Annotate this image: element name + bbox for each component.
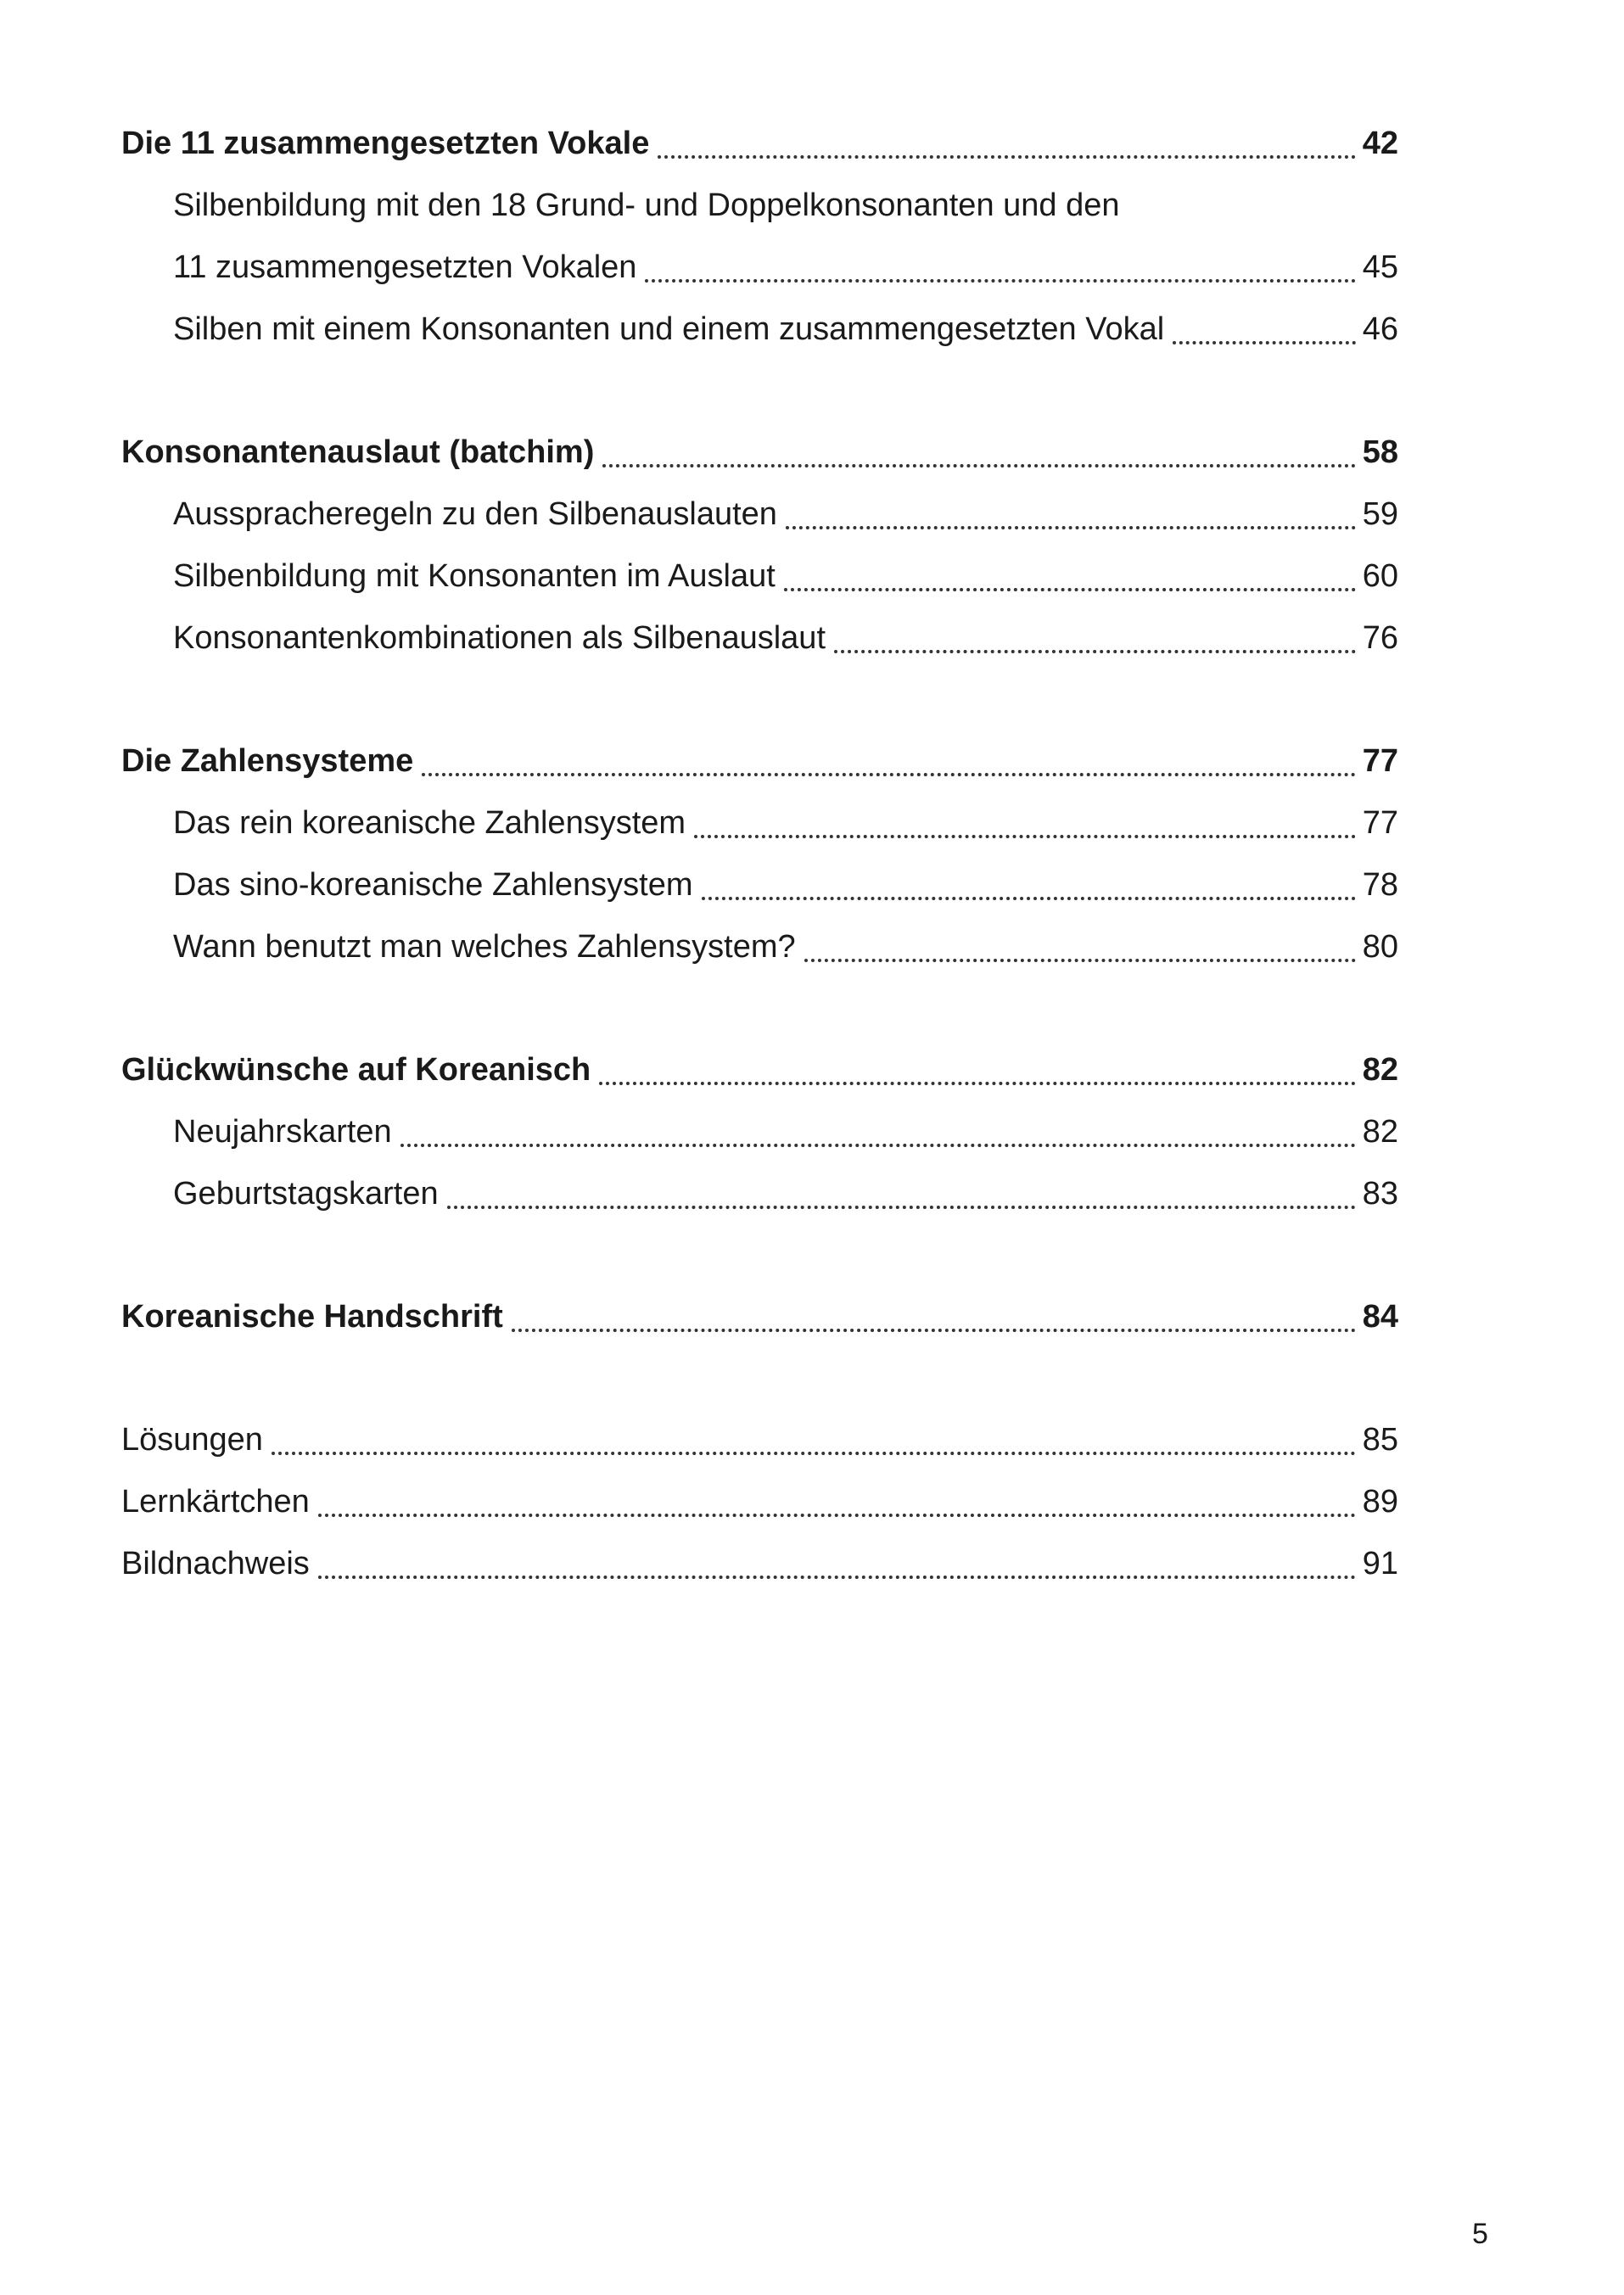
dot-leader xyxy=(400,1144,1356,1147)
toc-item-title: Lösungen xyxy=(121,1422,263,1458)
toc-page-number: 46 xyxy=(1362,311,1398,347)
toc-section-compound-vowels xyxy=(121,113,1398,175)
section-spacer xyxy=(121,1225,1398,1286)
toc-item xyxy=(121,792,1398,854)
toc-section-title: Koreanische Handschrift xyxy=(121,1299,503,1335)
dot-leader xyxy=(804,959,1356,962)
dot-leader xyxy=(599,1082,1355,1085)
toc-page-number: 82 xyxy=(1362,1114,1398,1150)
toc-item xyxy=(121,299,1398,361)
section-spacer xyxy=(121,361,1398,422)
toc-item-title: Lernkärtchen xyxy=(121,1484,310,1520)
toc-item-title: Ausspracheregeln zu den Silbenauslauten xyxy=(173,496,777,532)
toc-page-number: 58 xyxy=(1362,434,1398,470)
toc-section-title: Konsonantenauslaut (batchim) xyxy=(121,434,595,470)
section-spacer xyxy=(121,1348,1398,1409)
toc-page-number: 42 xyxy=(1362,126,1398,161)
dot-leader xyxy=(602,464,1355,467)
toc-appendix-item xyxy=(121,1471,1398,1533)
toc-item-title: Geburtstagskarten xyxy=(173,1176,439,1212)
toc-item xyxy=(121,916,1398,978)
page-number-folio: 5 xyxy=(1472,2218,1488,2250)
toc-page-number: 84 xyxy=(1362,1299,1398,1335)
section-spacer xyxy=(121,669,1398,730)
toc-page-number: 45 xyxy=(1362,249,1398,285)
toc-page-number: 77 xyxy=(1362,743,1398,779)
toc-item xyxy=(121,546,1398,607)
toc-page-number: 78 xyxy=(1362,867,1398,903)
dot-leader xyxy=(318,1514,1356,1517)
toc-item-title: Konsonantenkombinationen als Silbenauslaut xyxy=(173,620,826,656)
dot-leader xyxy=(694,835,1356,838)
toc-item xyxy=(121,854,1398,916)
dot-leader xyxy=(272,1452,1356,1455)
toc-item-title: Bildnachweis xyxy=(121,1546,310,1581)
dot-leader xyxy=(447,1206,1356,1209)
dot-leader xyxy=(834,650,1356,653)
toc-page-number: 83 xyxy=(1362,1176,1398,1212)
toc-item-title: Silbenbildung mit den 18 Grund- und Doppelkonsonanten und den xyxy=(173,188,1120,223)
dot-leader xyxy=(658,155,1355,159)
toc-section-number-systems xyxy=(121,730,1398,792)
toc-page-number: 82 xyxy=(1362,1052,1398,1088)
toc-item xyxy=(121,1101,1398,1163)
toc-page-number: 60 xyxy=(1362,558,1398,594)
dot-leader xyxy=(786,526,1356,529)
toc-appendix-item xyxy=(121,1409,1398,1471)
toc-item-title: Das sino-koreanische Zahlensystem xyxy=(173,867,693,903)
toc-item xyxy=(121,237,1398,299)
dot-leader xyxy=(422,773,1355,776)
dot-leader xyxy=(784,588,1356,591)
toc-item-title: Das rein koreanische Zahlensystem xyxy=(173,805,686,841)
table-of-contents xyxy=(121,113,1398,1595)
toc-section-title: Die Zahlensysteme xyxy=(121,743,414,779)
toc-section-handwriting xyxy=(121,1286,1398,1348)
toc-page-number: 59 xyxy=(1362,496,1398,532)
toc-section-batchim xyxy=(121,422,1398,484)
dot-leader xyxy=(702,897,1356,900)
dot-leader xyxy=(1173,341,1356,344)
toc-page-number: 91 xyxy=(1362,1546,1398,1581)
toc-item-title: Wann benutzt man welches Zahlensystem? xyxy=(173,929,796,965)
toc-section-greetings xyxy=(121,1039,1398,1101)
dot-leader xyxy=(318,1576,1356,1579)
toc-page-number: 89 xyxy=(1362,1484,1398,1520)
toc-item-title: 11 zusammengesetzten Vokalen xyxy=(173,249,637,285)
toc-page-number: 85 xyxy=(1362,1422,1398,1458)
toc-item-title: Silbenbildung mit Konsonanten im Auslaut xyxy=(173,558,776,594)
dot-leader xyxy=(645,279,1355,283)
toc-appendix-item xyxy=(121,1533,1398,1595)
toc-item xyxy=(121,1163,1398,1225)
toc-page-number: 76 xyxy=(1362,620,1398,656)
toc-section-title: Glückwünsche auf Koreanisch xyxy=(121,1052,591,1088)
section-spacer xyxy=(121,978,1398,1039)
dot-leader xyxy=(512,1329,1356,1332)
toc-item-title: Silben mit einem Konsonanten und einem zusammengesetzten Vokal xyxy=(173,311,1165,347)
toc-item xyxy=(121,607,1398,669)
toc-item-line1 xyxy=(121,175,1398,237)
toc-page-number: 80 xyxy=(1362,929,1398,965)
toc-item xyxy=(121,484,1398,546)
toc-section-title: Die 11 zusammengesetzten Vokale xyxy=(121,126,650,161)
toc-item-title: Neujahrskarten xyxy=(173,1114,392,1150)
toc-page-number: 77 xyxy=(1362,805,1398,841)
